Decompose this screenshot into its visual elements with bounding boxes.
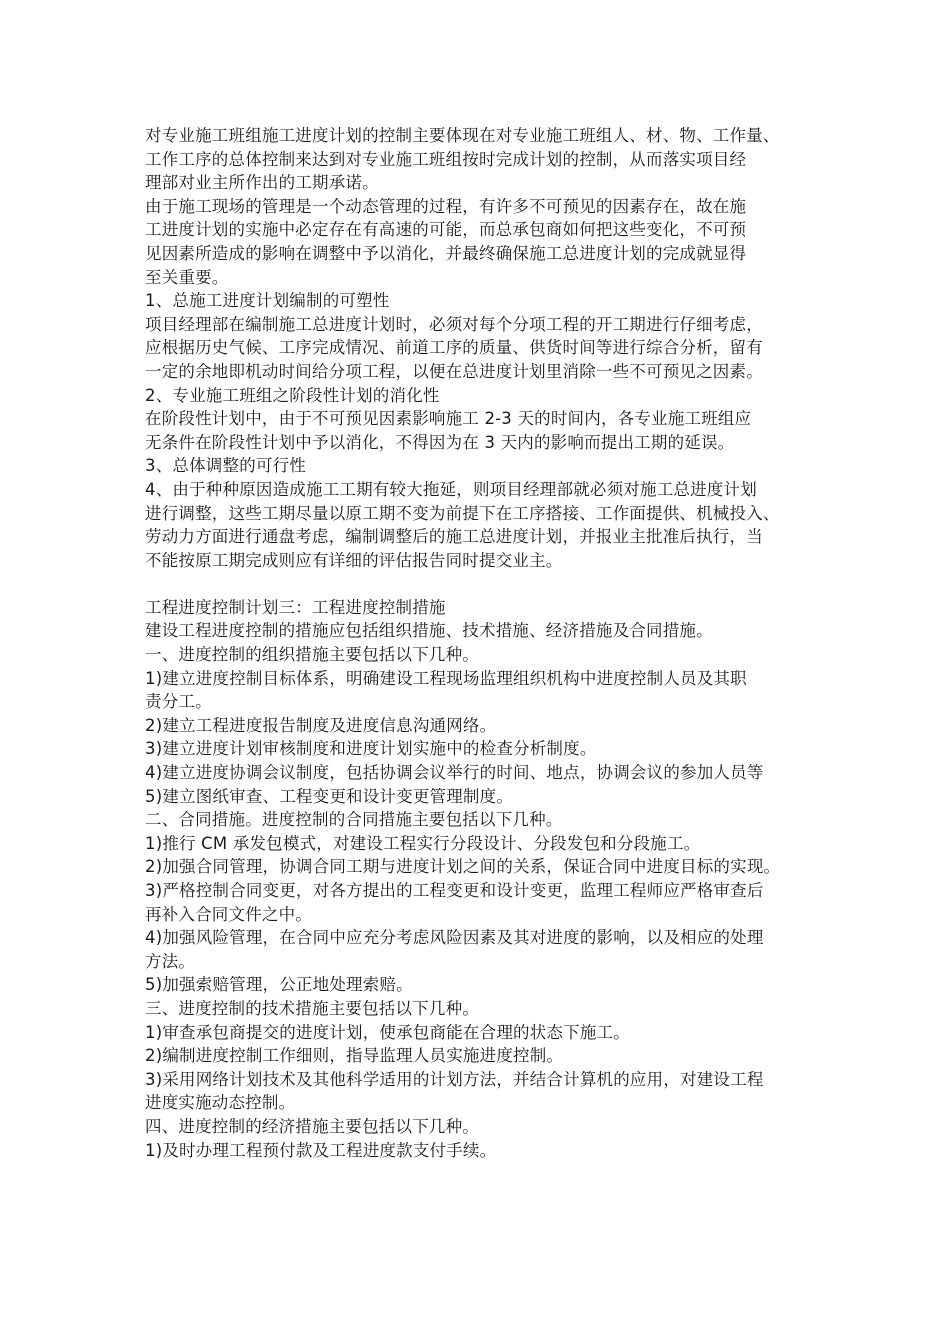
text-line: 见因素所造成的影响在调整中予以消化，并最终确保施工总进度计划的完成就显得 [145,243,747,263]
list-item-continuation: 责分工。 [145,692,212,712]
text-line: 工作工序的总体控制来达到对专业施工班组按时完成计划的控制，从而落实项目经 [145,149,747,169]
list-item-continuation: 再补入合同文件之中。 [145,904,312,924]
list-contract-measures [145,832,825,997]
paragraph-plasticity [145,313,825,384]
list-item: 1)审查承包商提交的进度计划，使承包商能在合理的状态下施工。 [145,1022,630,1042]
paragraph-site-management [145,195,825,289]
heading-technical-measures: 三、进度控制的技术措施主要包括以下几种。 [145,998,479,1018]
list-economic-measures [145,1139,825,1163]
list-item: 2)加强合同管理，协调合同工期与进度计划之间的关系，保证合同中进度目标的实现。 [145,857,781,877]
list-item-continuation: 进度实施动态控制。 [145,1093,296,1113]
list-item: 2)编制进度控制工作细则，指导监理人员实施进度控制。 [145,1046,564,1066]
list-item: 1)推行 CM 承发包模式，对建设工程实行分段设计、分段发包和分段施工。 [145,833,701,853]
text-line: 项目经理部在编制施工总进度计划时，必须对每个分项工程的开工期进行仔细考虑， [145,314,763,334]
list-item: 3)严格控制合同变更，对各方提出的工程变更和设计变更，监理工程师应严格审查后 [145,881,764,900]
list-item: 2)建立工程进度报告制度及进度信息沟通网络。 [145,715,497,735]
heading-feasibility: 3、总体调整的可行性 [145,456,306,476]
text-line: 4、由于种种原因造成施工工期有较大拖延，则项目经理部就必须对施工总进度计划 [145,479,757,499]
list-item: 1)建立进度控制目标体系，明确建设工程现场监理组织机构中进度控制人员及其职 [145,668,747,688]
list-organizational-measures [145,667,825,809]
text-line: 工进度计划的实施中必定存在有高速的可能，而总承包商如何把这些变化，不可预 [145,220,747,240]
paragraph-digestibility [145,407,825,454]
text-line: 应根据历史气候、工序完成情况、前道工序的质量、供货时间等进行综合分析，留有 [145,338,763,358]
list-item: 3)采用网络计划技术及其他科学适用的计划方法，并结合计算机的应用，对建设工程 [145,1069,764,1089]
section-intro: 建设工程进度控制的措施应包括组织措施、技术措施、经济措施及合同措施。 [145,621,713,641]
text-line: 至关重要。 [145,267,229,287]
text-line: 不能按原工期完成则应有详细的评估报告同时提交业主。 [145,550,563,570]
text-line: 无条件在阶段性计划中予以消化，不得因为在 3 天内的影响而提出工期的延误。 [145,432,735,452]
list-item: 4)加强风险管理，在合同中应充分考虑风险因素及其对进度的影响，以及相应的处理 [145,928,764,948]
text-line: 对专业施工班组施工进度计划的控制主要体现在对专业施工班组人、材、物、工作量、 [145,126,780,145]
list-item: 4)建立进度协调会议制度，包括协调会议举行的时间、地点，协调会议的参加人员等 [145,763,764,783]
paragraph-adjustment [145,478,825,572]
heading-contract-measures: 二、合同措施。进度控制的合同措施主要包括以下几种。 [145,810,563,830]
text-line: 进行调整，这些工期尽量以原工期不变为前提下在工序搭接、工作面提供、机械投入、 [145,503,780,523]
list-item: 5)建立图纸审查、工程变更和设计变更管理制度。 [145,786,514,806]
heading-organizational-measures: 一、进度控制的组织措施主要包括以下几种。 [145,645,479,665]
text-line: 理部对业主所作出的工期承诺。 [145,173,379,193]
list-item: 5)加强索赔管理，公正地处理索赔。 [145,975,413,995]
section-title: 工程进度控制计划三：工程进度控制措施 [145,597,446,617]
document-page [145,124,825,1162]
heading-plasticity: 1、总施工进度计划编制的可塑性 [145,291,390,311]
list-item: 1)及时办理工程预付款及工程进度款支付手续。 [145,1140,497,1160]
list-item-continuation: 方法。 [145,951,196,971]
heading-digestibility: 2、专业施工班组之阶段性计划的消化性 [145,385,440,405]
list-technical-measures [145,1021,825,1115]
text-line: 在阶段性计划中，由于不可预见因素影响施工 2-3 天的时间内，各专业施工班组应 [145,409,752,429]
list-item: 3)建立进度计划审核制度和进度计划实施中的检查分析制度。 [145,739,597,759]
paragraph-schedule-control [145,124,825,195]
text-line: 一定的余地即机动时间给分项工程，以便在总进度计划里消除一些不可预见之因素。 [145,361,763,381]
text-line: 劳动力方面进行通盘考虑，编制调整后的施工总进度计划，并报业主批准后执行，当 [145,527,763,547]
heading-economic-measures: 四、进度控制的经济措施主要包括以下几种。 [145,1116,479,1136]
blank-line [145,572,825,596]
text-line: 由于施工现场的管理是一个动态管理的过程，有许多不可预见的因素存在，故在施 [145,196,747,216]
